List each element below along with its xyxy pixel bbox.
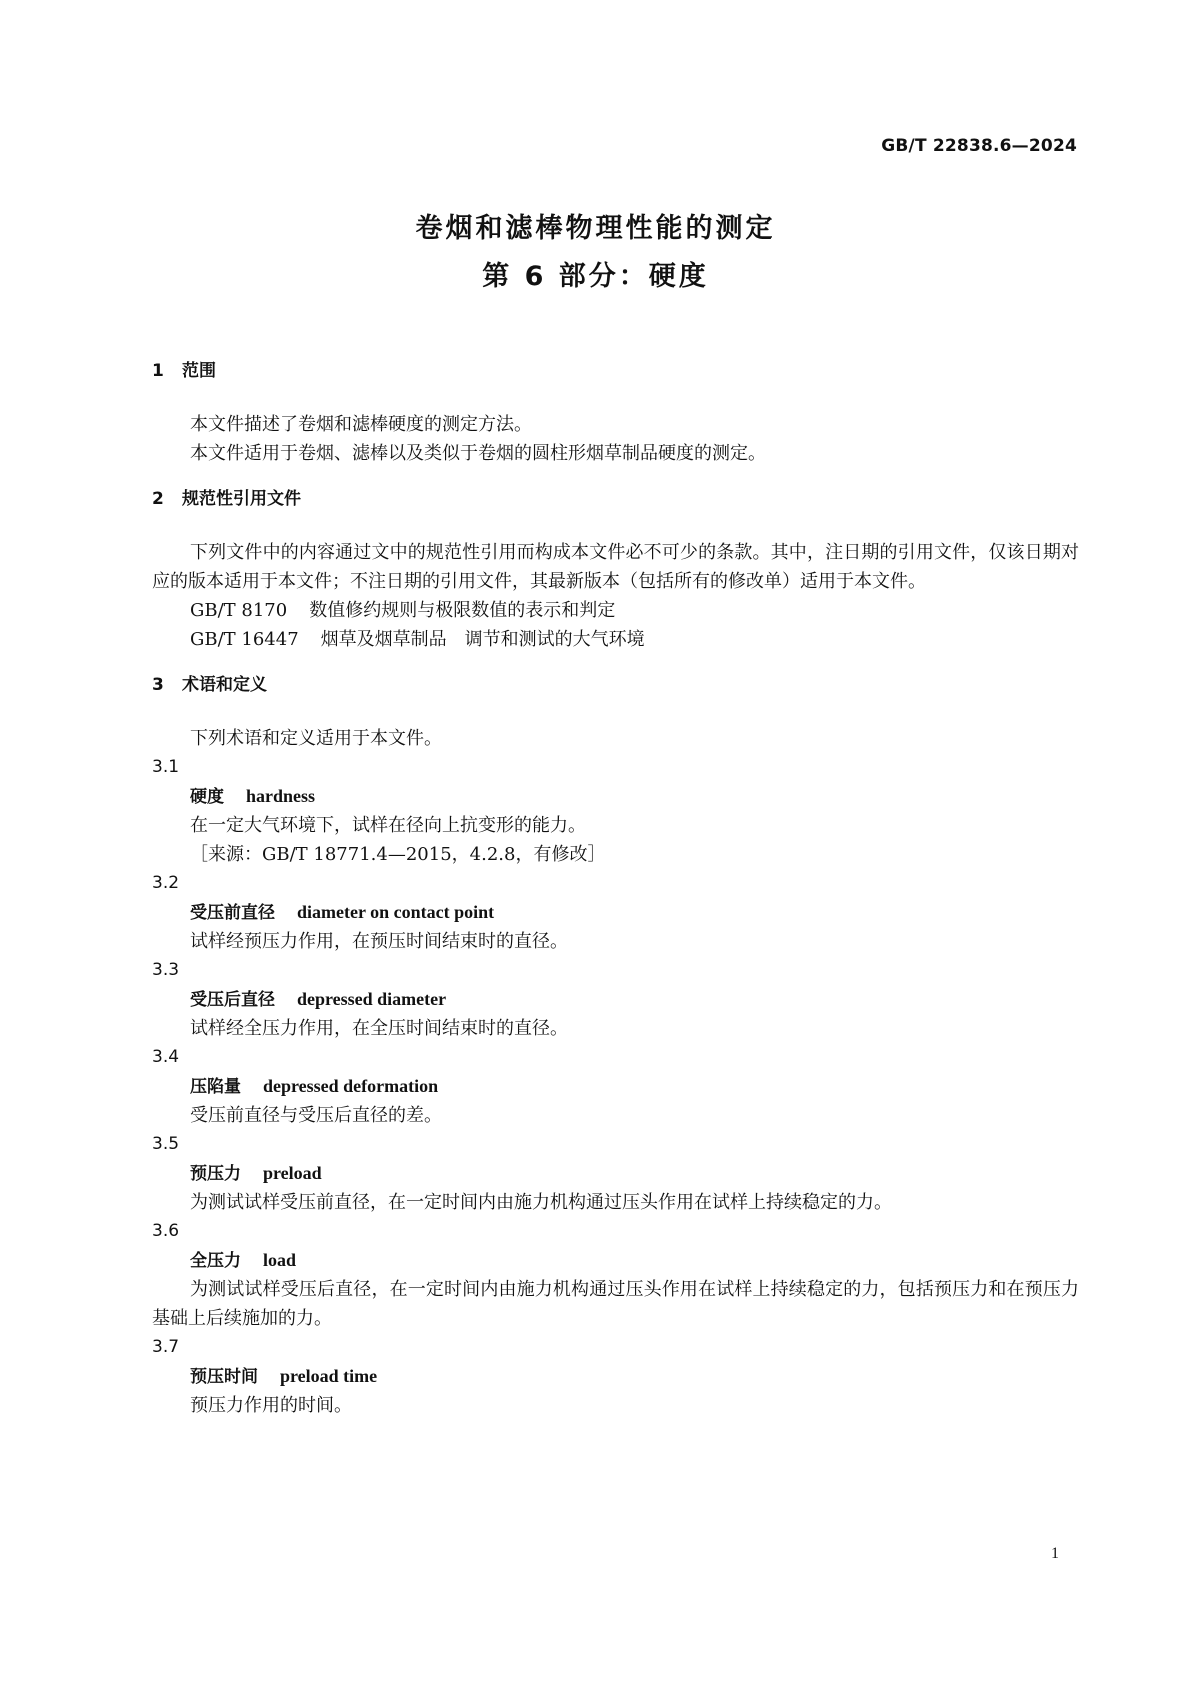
reference-code: GB/T 8170 — [190, 600, 288, 621]
term-name-zh: 预压时间 — [190, 1367, 258, 1387]
term-definition: 在一定大气环境下，试样在径向上抗变形的能力。 — [190, 815, 586, 836]
document-title: 卷烟和滤棒物理性能的测定 — [415, 213, 776, 244]
reference-title: 数值修约规则与极限数值的表示和判定 — [309, 600, 616, 621]
term-name-zh: 受压前直径 — [190, 903, 275, 923]
term-number: 3.7 — [152, 1337, 180, 1357]
section-heading-scope — [152, 358, 1079, 384]
term-definition: 受压前直径与受压后直径的差。 — [190, 1105, 442, 1126]
term-definition: 为测试试样受压后直径，在一定时间内由施力机构通过压头作用在试样上持续稳定的力，包括预压力和在预压力基础上后续施加的力。 — [152, 1279, 1079, 1329]
term-number: 3.1 — [152, 757, 180, 777]
term-name-en: load — [263, 1250, 297, 1270]
section-heading-normative-references — [152, 486, 1079, 512]
page-number: 1 — [1051, 1545, 1059, 1562]
term-name-en: preload time — [280, 1366, 378, 1386]
term-definition: 预压力作用的时间。 — [190, 1395, 352, 1416]
term-definition: 为测试试样受压前直径，在一定时间内由施力机构通过压头作用在试样上持续稳定的力。 — [190, 1192, 892, 1213]
section-title: 术语和定义 — [182, 675, 267, 695]
term-name — [152, 1072, 1079, 1101]
section-number: 1 — [152, 361, 164, 381]
term-number: 3.2 — [152, 873, 180, 893]
section-title: 规范性引用文件 — [182, 489, 301, 509]
term-name-zh: 压陷量 — [190, 1077, 241, 1097]
term-name — [152, 782, 1079, 811]
term-name — [152, 1246, 1079, 1275]
standard-code: GB/T 22838.6—2024 — [881, 136, 1077, 156]
term-name-en: preload — [263, 1163, 322, 1183]
scope-paragraph: 本文件适用于卷烟、滤棒以及类似于卷烟的圆柱形烟草制品硬度的测定。 — [190, 443, 766, 464]
reference-title: 烟草及烟草制品 调节和测试的大气环境 — [320, 629, 645, 650]
reference-code: GB/T 16447 — [190, 629, 299, 650]
term-number: 3.4 — [152, 1047, 180, 1067]
term-name — [152, 985, 1079, 1014]
term-number: 3.3 — [152, 960, 180, 980]
term-number: 3.5 — [152, 1134, 180, 1154]
term-name-en: depressed deformation — [263, 1076, 439, 1096]
document-body — [152, 358, 1079, 1420]
term-name-en: diameter on contact point — [297, 902, 495, 922]
term-name-zh: 预压力 — [190, 1164, 241, 1184]
term-name-en: depressed diameter — [297, 989, 447, 1009]
term-definition: 试样经预压力作用，在预压时间结束时的直径。 — [190, 931, 568, 952]
term-definition: 试样经全压力作用，在全压时间结束时的直径。 — [190, 1018, 568, 1039]
document-subtitle: 第 6 部分：硬度 — [482, 261, 709, 292]
term-name — [152, 1362, 1079, 1391]
term-name-en: hardness — [246, 786, 316, 806]
scope-paragraph: 本文件描述了卷烟和滤棒硬度的测定方法。 — [190, 414, 532, 435]
term-source: ［来源：GB/T 18771.4—2015，4.2.8，有修改］ — [190, 844, 606, 865]
term-name-zh: 全压力 — [190, 1251, 241, 1271]
section-number: 3 — [152, 675, 164, 695]
section-title: 范围 — [182, 361, 216, 381]
section-heading-terms — [152, 672, 1079, 698]
reference-item — [152, 596, 1079, 625]
reference-item — [152, 625, 1079, 654]
normative-references-intro: 下列文件中的内容通过文中的规范性引用而构成本文件必不可少的条款。其中，注日期的引用文件，仅该日期对应的版本适用于本文件；不注日期的引用文件，其最新版本（包括所有的修改单）适用于本文件。 — [152, 542, 1079, 592]
term-name-zh: 硬度 — [190, 787, 224, 807]
term-number: 3.6 — [152, 1221, 180, 1241]
term-name — [152, 898, 1079, 927]
terms-intro: 下列术语和定义适用于本文件。 — [190, 728, 442, 749]
term-name — [152, 1159, 1079, 1188]
section-number: 2 — [152, 489, 164, 509]
term-name-zh: 受压后直径 — [190, 990, 275, 1010]
